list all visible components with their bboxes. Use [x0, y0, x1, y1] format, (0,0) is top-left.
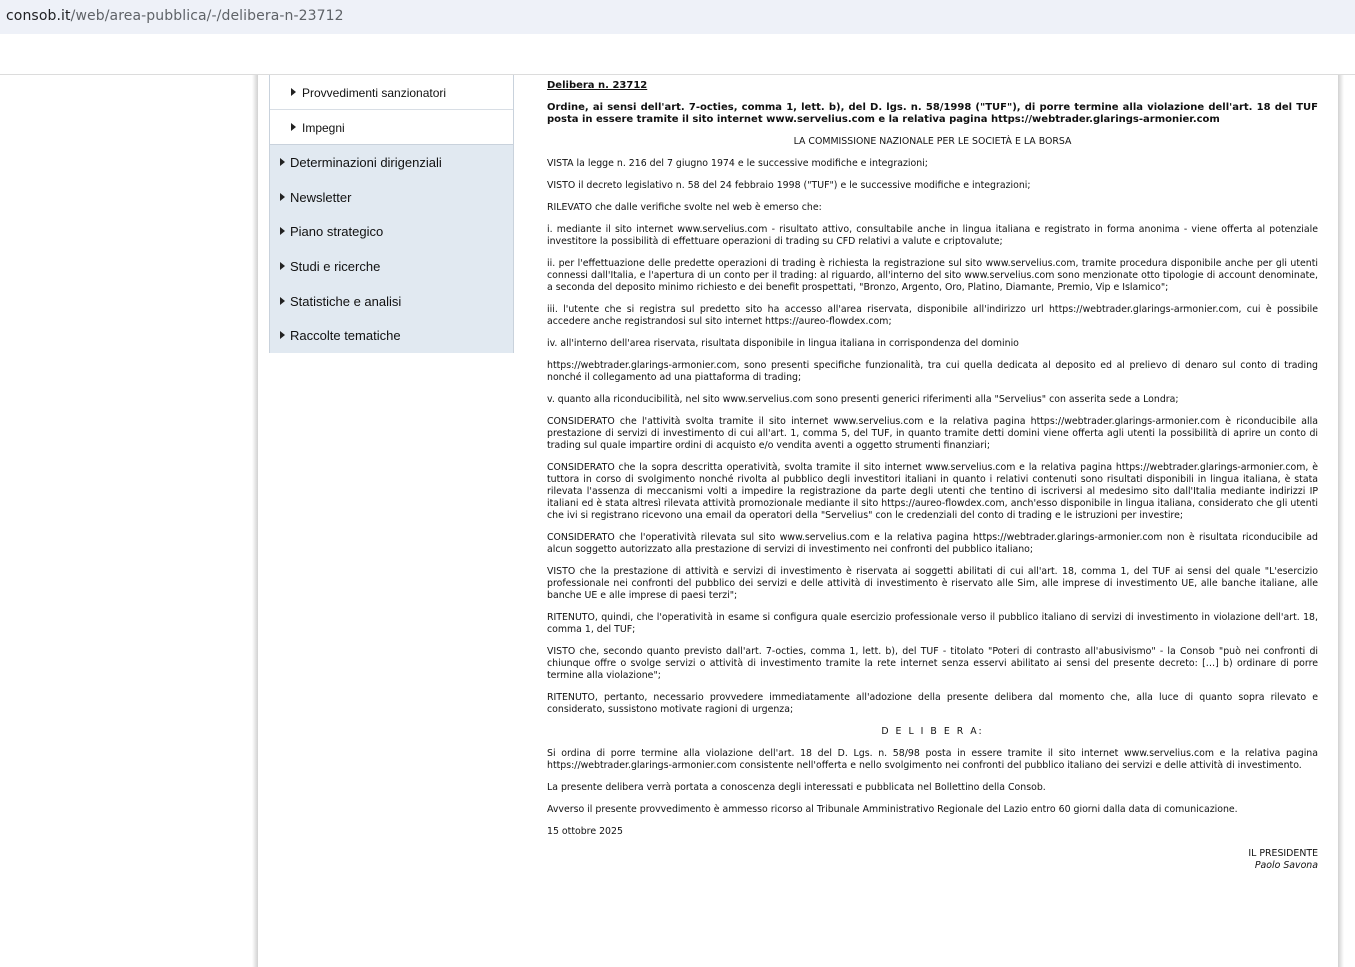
page-shadow-right: [1338, 75, 1344, 967]
paragraph: RILEVATO che dalle verifiche svolte nel web è emerso che:: [547, 202, 822, 213]
signature-title: IL PRESIDENTE: [1248, 848, 1318, 859]
paragraph: CONSIDERATO che la sopra descritta operatività, svolta tramite il sito internet www.servelius.com e la relativa pagina https://webtrader.glarings-armonier.com, è tuttora in corso di svolgimento nonché rivolta al pubblico degli investitori italiani in quanto i relativi contenuti sono risultati disponibili in lingua italiana, è stata rilevata l'assenza di meccanismi volti a impedire la registrazione da parte degli utenti che tentino di iscriversi al medesimo sito dall'Italia mediante indirizzi IP italiani ed è stata altresì rilevata attività promozionale mediante il sito https://aureo-flowdex.com, anch'esso disponibile in lingua italiana, considerato che gli utenti che ivi si registrano ricevono una email da operatori della "Servelius" con le credenziali del conto di trading e le istruzioni per investire;: [547, 462, 1318, 521]
sidebar-item-label: Determinazioni dirigenziali: [290, 155, 442, 170]
sidebar-item-label: Raccolte tematiche: [290, 328, 401, 344]
paragraph: VISTA la legge n. 216 del 7 giugno 1974 e le successive modifiche e integrazioni;: [547, 158, 928, 169]
paragraph: i. mediante il sito internet www.servelius.com - risultato attivo, consultabile anche in lingua italiana e registrato in forma anonima - viene offerta al potenziale investitore la possibilità di effettuare operazioni di trading su CFD relativi a valute e criptovalute;: [547, 224, 1318, 247]
triangle-right-icon: [280, 297, 285, 305]
triangle-right-icon: [280, 262, 285, 270]
sidebar-item-determinazioni[interactable]: [270, 145, 513, 180]
sidebar-item-studi[interactable]: [270, 249, 513, 284]
url-host: consob.it: [6, 8, 71, 24]
sidebar-subitem-label: Impegni: [302, 121, 345, 135]
triangle-right-icon: [280, 227, 285, 235]
delibera-document: [547, 80, 1318, 882]
sidebar-subitem-impegni[interactable]: [270, 110, 513, 145]
paragraph: VISTO il decreto legislativo n. 58 del 24 febbraio 1998 ("TUF") e le successive modifiche e integrazioni;: [547, 180, 1031, 191]
sidebar-item-statistiche[interactable]: [270, 284, 513, 319]
document-title: Delibera n. 23712: [547, 80, 648, 91]
paragraph: v. quanto alla riconducibilità, nel sito www.servelius.com sono presenti generici riferimenti alla "Servelius" con asserita sede a Londra;: [547, 394, 1179, 405]
delibera-heading: D E L I B E R A:: [881, 726, 984, 737]
paragraph: iv. all'interno dell'area riservata, risultata disponibile in lingua italiana in corrispondenza del dominio: [547, 338, 1019, 349]
sidebar-subitem-label: Provvedimenti sanzionatori: [302, 86, 447, 100]
closing-paragraph: Si ordina di porre termine alla violazione dell'art. 18 del D. Lgs. n. 58/98 posta in essere tramite il sito internet www.servelius.com e la relativa pagina https://webtrader.glarings-armonier.com consistente nell'offerta e nello svolgimento nei confronti del pubblico italiano dei servizi e delle attività di investimento.: [547, 748, 1318, 771]
commission-heading: LA COMMISSIONE NAZIONALE PER LE SOCIETÀ E LA BORSA: [793, 136, 1072, 147]
sidebar-item-label: Newsletter: [290, 189, 352, 205]
sidebar-item-raccolte[interactable]: [270, 318, 513, 353]
paragraph: RITENUTO, quindi, che l'operatività in esame si configura quale esercizio professionale verso il pubblico italiano di servizi di investimento in violazione dell'art. 18, comma 1, del TUF;: [547, 612, 1318, 635]
sidebar-item-label: Piano strategico: [290, 224, 384, 240]
sidebar-item-piano-strategico[interactable]: [270, 214, 513, 249]
paragraph: https://webtrader.glarings-armonier.com, sono presenti specifiche funzionalità, tra cui quella dedicata al deposito ed al prelievo di denaro sul conto di trading nonché il collegamento ad una piattaforma di trading;: [547, 360, 1318, 383]
paragraph: VISTO che la prestazione di attività e servizi di investimento è riservata ai soggetti abilitati di cui all'art. 18, comma 1, del TUF ai sensi del quale "L'esercizio professionale nei confronti del pubblico dei servizi e delle attività di investimento è riservato alle Sim, alle imprese di investimento UE, alle banche italiane, alle banche UE e alle imprese di paesi terzi";: [547, 566, 1318, 601]
document-date: 15 ottobre 2025: [547, 826, 623, 837]
triangle-right-icon: [280, 331, 285, 339]
triangle-right-icon: [280, 158, 285, 166]
triangle-right-icon: [291, 88, 296, 96]
paragraph: ii. per l'effettuazione delle predette operazioni di trading è richiesta la registrazione sul sito www.servelius.com, tramite procedura disponibile anche per gli utenti connessi dall'Italia, e l'apertura di un conto per il trading: al riguardo, all'interno del sito www.servelius.com sono menzionate otto tipologie di account denominate, a seconda del deposito minimo richiesto e dei benefit prospettati, "Bronzo, Argento, Oro, Platino, Diamante, Premio, Vip e Islamico";: [547, 258, 1318, 293]
address-bar[interactable]: [0, 0, 1355, 34]
document-subtitle: Ordine, ai sensi dell'art. 7-octies, comma 1, lett. b), del D. lgs. n. 58/1998 ("TUF"), di porre termine alla violazione dell'art. 18 del TUF posta in essere tramite il sito internet www.servelius.com e la relativa pagina https://webtrader.glarings-armonier.com: [547, 102, 1318, 125]
triangle-right-icon: [291, 123, 296, 131]
paragraph: RITENUTO, pertanto, necessario provvedere immediatamente all'adozione della presente delibera dal momento che, alla luce di quanto sopra rilevato e considerato, sussistono motivate ragioni di urgenza;: [547, 692, 1318, 715]
sidebar-nav: [269, 75, 514, 353]
sidebar-item-label: Studi e ricerche: [290, 259, 381, 275]
paragraph: iii. l'utente che si registra sul predetto sito ha accesso all'area riservata, disponibile all'indirizzo url https://webtrader.glarings-armonier.com, cui è possibile accedere anche registrandosi sul sito internet https://aureo-flowdex.com;: [547, 304, 1318, 327]
paragraph: VISTO che, secondo quanto previsto dall'art. 7-octies, comma 1, lett. b), del TUF - titolato "Poteri di contrasto all'abusivismo" - la Consob "può nei confronti di chiunque offre o svolge servizi o attività di investimento tramite la rete internet senza esservi abilitato ai sensi del presente decreto: […] b) ordinare di porre termine alla violazione";: [547, 646, 1318, 681]
sidebar-item-newsletter[interactable]: [270, 180, 513, 215]
signature-name: Paolo Savona: [1254, 860, 1318, 871]
closing-paragraph: Avverso il presente provvedimento è ammesso ricorso al Tribunale Amministrativo Regionale del Lazio entro 60 giorni dalla data di comunicazione.: [547, 804, 1238, 815]
sidebar-subitem-provvedimenti[interactable]: [270, 75, 513, 110]
url-path: /web/area-pubblica/-/delibera-n-23712: [70, 8, 344, 24]
url-text[interactable]: [6, 8, 344, 24]
paragraph: CONSIDERATO che l'attività svolta tramite il sito internet www.servelius.com e la relativa pagina https://webtrader.glarings-armonier.com è riconducibile alla prestazione di servizi di investimento di cui all'art. 1, comma 5, del TUF, in quanto tramite detti domini viene offerta agli utenti la possibilità di aprire un conto di trading sul quale impartire ordini di acquisto e/o vendita aventi a oggetto strumenti finanziari;: [547, 416, 1318, 451]
sidebar-main-items: [270, 145, 513, 353]
paragraph: CONSIDERATO che l'operatività rilevata sul sito www.servelius.com e la relativa pagina https://webtrader.glarings-armonier.com non è risultata riconducibile ad alcun soggetto autorizzato alla prestazione di servizi di investimento nei confronti del pubblico italiano;: [547, 532, 1318, 555]
sidebar-item-label: Statistiche e analisi: [290, 293, 402, 309]
closing-paragraph: La presente delibera verrà portata a conoscenza degli interessati e pubblicata nel Bollettino della Consob.: [547, 782, 1046, 793]
triangle-right-icon: [280, 193, 285, 201]
